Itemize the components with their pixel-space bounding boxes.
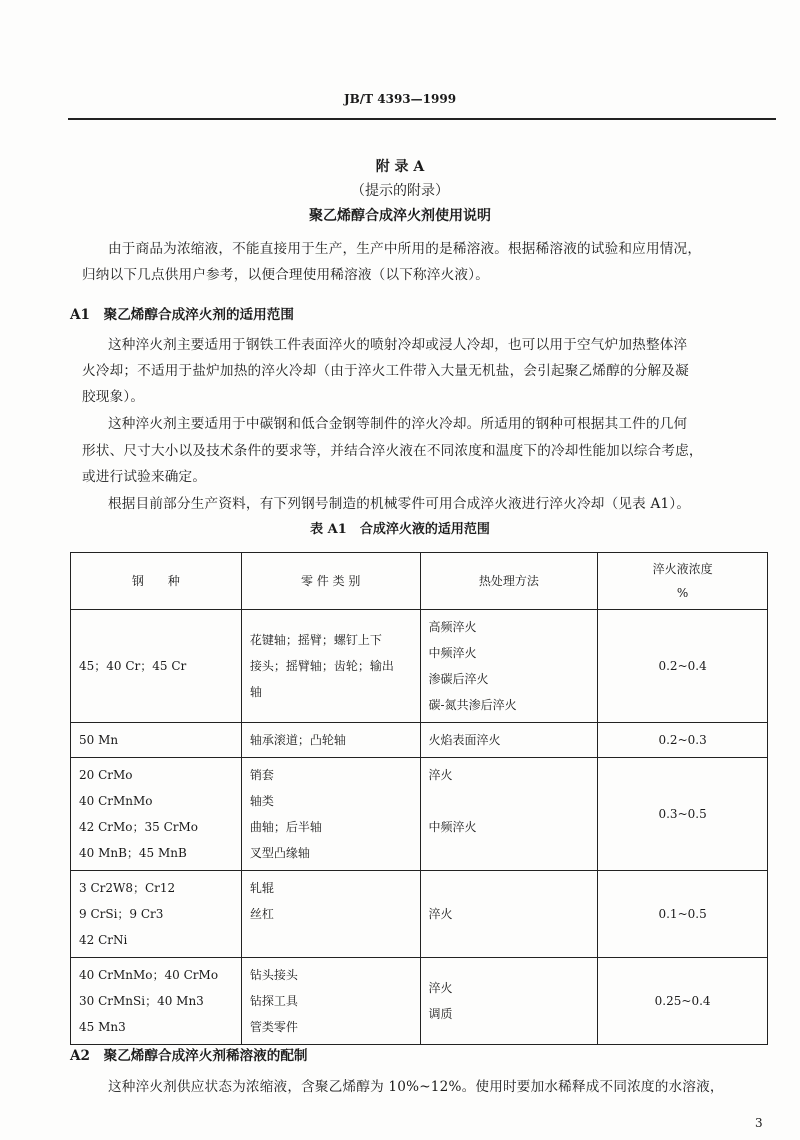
a1-p2-line: 或进行试验来确定。 [82, 469, 207, 485]
cell-concentration: 0.25~0.4 [598, 958, 768, 1045]
cell-concentration: 0.2~0.4 [598, 610, 768, 723]
cell-line [429, 788, 590, 814]
cell-steel [71, 958, 242, 1045]
a2-p1: 这种淬火剂供应状态为浓缩液，含聚乙烯醇为 10%~12%。使用时要加水稀释成不同浓度的水溶液， [108, 1079, 724, 1095]
table-row [71, 758, 768, 871]
cell-method [420, 723, 598, 758]
standard-number: JB/T 4393—1999 [343, 92, 457, 106]
a1-p2-line: 形状、尺寸大小以及技术条件的要求等，并结合淬火液在不同浓度和温度下的冷却性能加以综合考虑， [82, 443, 703, 459]
cell-line: 中频淬火 [428, 820, 477, 834]
cell-steel [71, 871, 242, 958]
a1-p1-line: 胶现象）。 [82, 389, 145, 405]
table-caption: 表 A1 合成淬火液的适用范围 [310, 522, 490, 537]
cell-method [420, 758, 598, 871]
header-parts: 零 件 类 别 [241, 553, 420, 610]
cell-line: 40 CrMnMo [79, 794, 153, 808]
cell-line: 50 Mn [79, 733, 119, 747]
cell-parts [241, 958, 420, 1045]
a1-p3: 根据目前部分生产资料，有下列钢号制造的机械零件可用合成淬火液进行淬火冷却（见表 A1）。 [108, 496, 691, 512]
header-method: 热处理方法 [420, 553, 598, 610]
table-row [71, 610, 768, 723]
cell-line: 接头；摇臂轴；齿轮；输出 [249, 659, 394, 673]
cell-steel [71, 610, 242, 723]
cell-method [420, 958, 598, 1045]
section-a2-heading: A2 聚乙烯醇合成淬火剂稀溶液的配制 [70, 1048, 308, 1064]
cell-line: 丝杠 [249, 907, 274, 921]
cell-line: 管类零件 [249, 1020, 298, 1034]
table-a1 [70, 552, 768, 1045]
header-concentration [598, 553, 768, 610]
cell-line: 轴 [249, 685, 262, 699]
cell-concentration: 0.3~0.5 [598, 758, 768, 871]
cell-line: 叉型凸缘轴 [249, 846, 310, 860]
cell-line: 曲轴；后半轴 [249, 820, 322, 834]
intro-line: 由于商品为浓缩液，不能直接用于生产，生产中所用的是稀溶液。根据稀溶液的试验和应用情况， [108, 241, 702, 257]
cell-line: 42 CrMo；35 CrMo [79, 820, 199, 834]
header-steel: 钢 种 [71, 553, 242, 610]
table-row [71, 958, 768, 1045]
cell-line: 中频淬火 [428, 646, 477, 660]
cell-line: 碳-氮共渗后淬火 [428, 698, 517, 712]
cell-line: 轴承滚道；凸轮轴 [249, 733, 346, 747]
cell-line: 渗碳后淬火 [428, 672, 489, 686]
cell-steel [71, 758, 242, 871]
cell-parts [241, 871, 420, 958]
appendix-title: 聚乙烯醇合成淬火剂使用说明 [309, 208, 491, 224]
cell-concentration: 0.1~0.5 [598, 871, 768, 958]
cell-line: 45；40 Cr；45 Cr [79, 659, 187, 673]
cell-line: 轧辊 [249, 881, 274, 895]
cell-parts [241, 758, 420, 871]
table-header-row [71, 553, 768, 610]
cell-line: 钻探工具 [249, 994, 298, 1008]
cell-line: 42 CrNi [79, 933, 128, 947]
cell-line: 淬火 [428, 907, 453, 921]
table-row [71, 723, 768, 758]
cell-line: 30 CrMnSi；40 Mn3 [79, 994, 204, 1008]
cell-line [250, 927, 412, 953]
appendix-label: 附 录 A [375, 159, 425, 175]
cell-line: 调质 [428, 1007, 453, 1021]
header-conc-label: 淬火液浓度 [652, 562, 713, 576]
cell-method [420, 871, 598, 958]
cell-line: 3 Cr2W8；Cr12 [79, 881, 176, 895]
header-rule [68, 118, 776, 120]
cell-line [429, 840, 590, 866]
cell-line: 45 Mn3 [79, 1020, 126, 1034]
cell-line: 花键轴；摇臂；螺钉上下 [249, 633, 382, 647]
a1-p1-line: 这种淬火剂主要适用于钢铁工件表面淬火的喷射冷却或浸人冷却，也可以用于空气炉加热整体淬 [108, 337, 688, 353]
cell-line: 40 MnB；45 MnB [79, 846, 187, 860]
cell-parts [241, 610, 420, 723]
cell-steel [71, 723, 242, 758]
header-conc-unit: % [676, 586, 689, 600]
cell-concentration: 0.2~0.3 [598, 723, 768, 758]
cell-line: 9 CrSi；9 Cr3 [79, 907, 164, 921]
intro-line: 归纳以下几点供用户参考，以便合理使用稀溶液（以下称淬火液）。 [82, 267, 490, 283]
cell-line: 淬火 [428, 981, 453, 995]
appendix-note: （提示的附录） [351, 183, 449, 199]
a1-p1-line: 火冷却；不适用于盐炉加热的淬火冷却（由于淬火工件带入大量无机盐，会引起聚乙烯醇的分解及凝 [82, 363, 689, 379]
a1-p2-line: 这种淬火剂主要适用于中碳钢和低合金钢等制件的淬火冷却。所适用的钢种可根据其工件的几何 [108, 416, 688, 432]
cell-line: 高频淬火 [428, 620, 477, 634]
cell-line: 轴类 [249, 794, 274, 808]
cell-line: 40 CrMnMo；40 CrMo [79, 968, 219, 982]
page-number: 3 [755, 1116, 763, 1130]
cell-line: 销套 [249, 768, 274, 782]
cell-line: 淬火 [428, 768, 453, 782]
cell-line: 20 CrMo [79, 768, 133, 782]
cell-line: 火焰表面淬火 [428, 733, 501, 747]
section-a1-heading: A1 聚乙烯醇合成淬火剂的适用范围 [70, 307, 294, 323]
cell-line: 钻头接头 [249, 968, 298, 982]
cell-parts [241, 723, 420, 758]
cell-method [420, 610, 598, 723]
table-row [71, 871, 768, 958]
